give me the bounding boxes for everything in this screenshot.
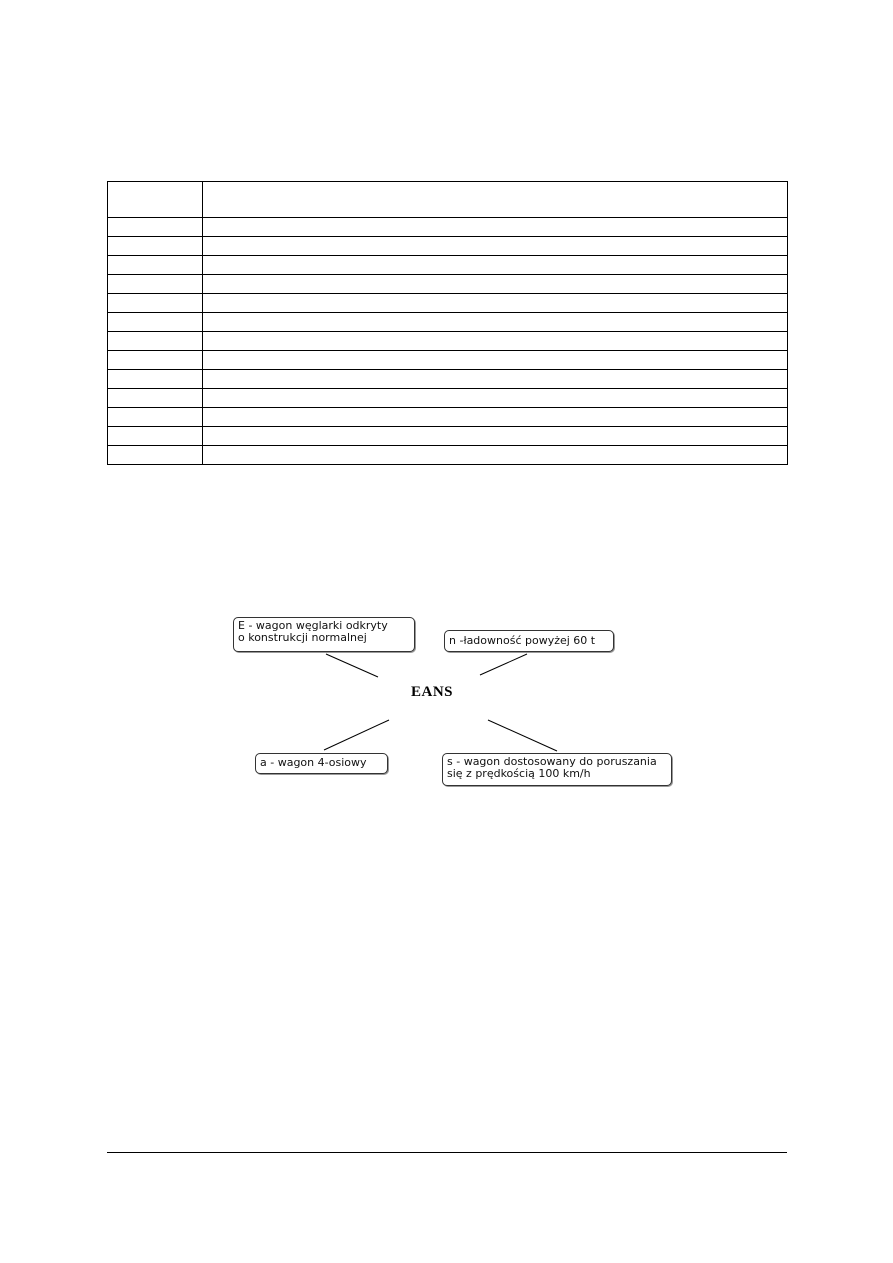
connector-line-e <box>326 654 378 677</box>
callout-a <box>255 753 388 774</box>
callout-s <box>442 753 672 786</box>
footer-divider <box>107 1152 787 1153</box>
callout-e-line2: o konstrukcji normalnej <box>238 631 367 644</box>
callout-a-line1: a - wagon 4-osiowy <box>260 756 367 769</box>
callout-n-line1: n -ładowność powyżej 60 t <box>449 634 596 647</box>
callout-e <box>233 617 415 652</box>
wagon-code-label: EANS <box>410 684 453 700</box>
callout-e-line1: E - wagon węglarki odkryty <box>238 619 388 632</box>
callout-s-line2: się z prędkością 100 km/h <box>447 767 591 780</box>
callout-n <box>444 630 614 652</box>
connector-line-s <box>488 720 557 751</box>
connector-line-a <box>324 720 389 750</box>
connector-line-n <box>480 654 527 675</box>
callout-s-line1: s - wagon dostosowany do poruszania <box>447 755 657 768</box>
